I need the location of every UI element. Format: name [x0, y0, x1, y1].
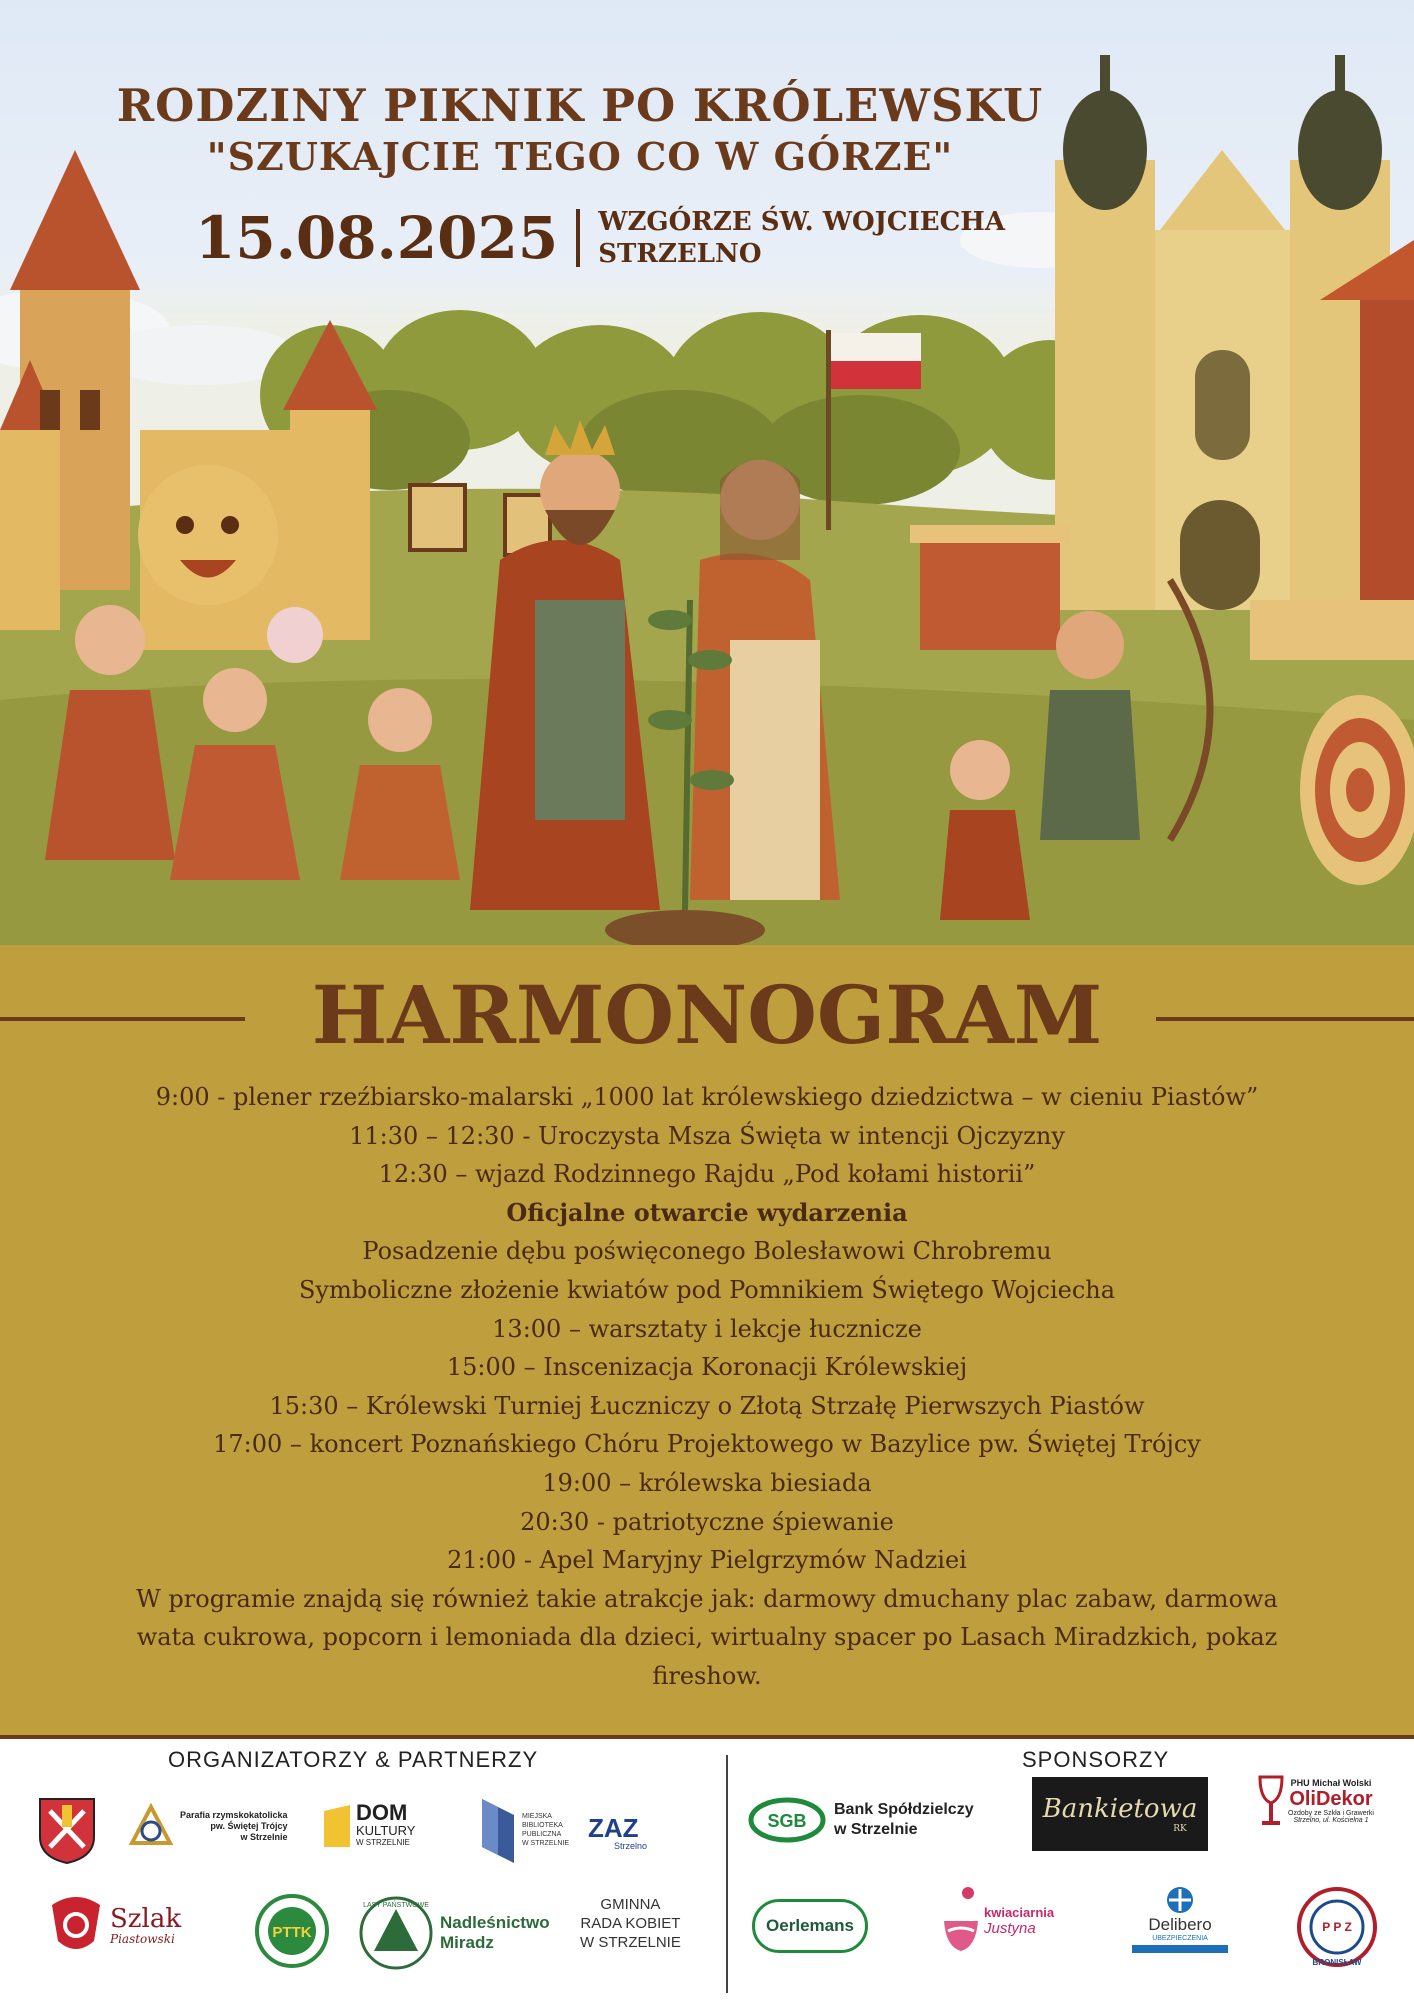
kwiaciarnia-line1: kwiaciarnia — [984, 1905, 1055, 1920]
parafia-line1: Parafia rzymskokatolicka — [180, 1809, 288, 1820]
event-title — [0, 78, 1160, 180]
zaz-logo — [588, 1815, 647, 1851]
coat-of-arms-icon — [38, 1797, 96, 1865]
program-line-highlight: Oficjalne otwarcie wydarzenia — [506, 1197, 908, 1227]
program-note: W programie znajdą się również takie atrakcje jak: darmowy dmuchany plac zabaw, darmowa wata cukrowa, popcorn i lemoniada dla dzieci, wirtualny spacer po Lasach Miradzkich, pokaz fireshow. — [136, 1584, 1278, 1690]
szlak-line1: Szlak — [110, 1904, 182, 1934]
program-line: Posadzenie dębu poświęconego Bolesławowi Chrobremu — [362, 1237, 1052, 1266]
pzp-subtext: BRONISŁAW — [1312, 1958, 1362, 1967]
pttk-emblem-icon — [254, 1893, 330, 1969]
rada-line2: RADA KOBIET — [580, 1915, 681, 1932]
zaz-text: ZAZ — [588, 1813, 639, 1843]
sgb-icon — [748, 1795, 826, 1845]
biblioteka-line4: W STRZELNIE — [522, 1840, 570, 1847]
parafia-line3: w Strzelnie — [240, 1831, 288, 1842]
book-icon — [478, 1793, 518, 1867]
kwiaciarnia-logo — [940, 1885, 1054, 1957]
sgb-bank-logo — [748, 1795, 974, 1845]
biblioteka-text — [522, 1812, 569, 1848]
rada-line1: GMINNA — [600, 1896, 661, 1913]
szlak-piastowski-logo — [48, 1895, 181, 1957]
nadlesnictwo-line1: Nadleśnictwo — [440, 1913, 550, 1932]
program-line: 11:30 – 12:30 - Uroczysta Msza Święta w intencji Ojczyzny — [349, 1121, 1065, 1150]
oerlemans-text: Oerlemans — [766, 1916, 854, 1935]
flower-cup-icon — [940, 1885, 982, 1957]
footer-divider — [726, 1755, 728, 1993]
title-line1: RODZINY PIKNIK PO KRÓLEWSKU — [116, 79, 1044, 132]
biblioteka-line2: BIBLIOTEKA — [522, 1822, 563, 1829]
sgb-text — [834, 1800, 974, 1840]
biblioteka-line3: PUBLICZNA — [522, 1831, 562, 1838]
sponsors-title: SPONSORZY — [1022, 1747, 1170, 1772]
nadlesnictwo-text — [440, 1913, 550, 1953]
bankietowa-sub: RK — [1173, 1824, 1187, 1834]
footer-partners — [0, 1735, 1414, 2000]
sgb-line1: Bank Spółdzielczy — [834, 1801, 974, 1818]
program-line: 15:00 – Inscenizacja Koronacji Królewskiej — [446, 1353, 968, 1382]
kwiaciarnia-text — [984, 1905, 1054, 1937]
location-line2: STRZELNO — [598, 239, 762, 269]
delibero-subtext: UBEZPIECZENIA — [1152, 1935, 1208, 1942]
lasy-emblem-icon — [356, 1895, 436, 1971]
program-line: 20:30 - patriotyczne śpiewanie — [520, 1507, 894, 1536]
pttk-text: PTTK — [272, 1924, 312, 1941]
sgb-line2: w Strzelnie — [834, 1821, 918, 1838]
footer-rule — [0, 1735, 1414, 1739]
biblioteka-logo — [478, 1793, 569, 1867]
delibero-bar — [1132, 1945, 1228, 1953]
olidekor-line1: PHU Michał Wolski — [1290, 1778, 1372, 1788]
parafia-logo — [128, 1803, 288, 1849]
program-line: 9:00 - plener rzeźbiarsko-malarski „1000 lat królewskiego dziedzictwa – w cieniu Piastów” — [155, 1083, 1259, 1111]
pzp-text: P P Z — [1322, 1920, 1352, 1934]
parafia-text — [180, 1810, 288, 1843]
strzelno-coat-of-arms-logo — [38, 1797, 96, 1865]
dom-kultury-logo — [322, 1801, 415, 1849]
olidekor-line4: Strzelno, ul. Kościelna 1 — [1293, 1817, 1369, 1824]
schedule-heading: HARMONOGRAM — [311, 968, 1103, 1062]
program-line: 19:00 – królewska biesiada — [542, 1468, 872, 1497]
biblioteka-line1: MIEJSKA — [522, 1813, 552, 1820]
olidekor-logo — [1256, 1773, 1374, 1829]
wine-glass-icon — [1256, 1773, 1286, 1829]
szlak-line2: Piastowski — [110, 1932, 175, 1946]
title-line2: "SZUKAJCIE TEGO CO W GÓRZE" — [206, 134, 954, 179]
dom-kultury-line3: W STRZELNIE — [356, 1838, 410, 1847]
program-list — [120, 1078, 1294, 1696]
dom-kultury-icon — [322, 1801, 352, 1849]
oerlemans-logo — [752, 1899, 868, 1953]
date-separator — [576, 209, 580, 267]
szlak-text — [110, 1906, 181, 1946]
organizers-title: ORGANIZATORZY & PARTNERZY — [168, 1747, 539, 1772]
pzp-emblem-icon — [1296, 1885, 1378, 1973]
program-line: 12:30 – wjazd Rodzinnego Rajdu „Pod kołami historii” — [378, 1160, 1036, 1189]
delibero-icon — [1165, 1885, 1195, 1915]
delibero-text: Delibero — [1148, 1915, 1212, 1934]
event-location — [598, 206, 1005, 270]
program-line: 15:30 – Królewski Turniej Łuczniczy o Złotą Strzałę Pierwszych Piastów — [269, 1391, 1145, 1420]
hero-illustration — [0, 0, 1414, 965]
kwiaciarnia-line2: Justyna — [984, 1920, 1036, 1937]
dom-kultury-line1: DOM — [356, 1800, 408, 1825]
nadlesnictwo-line2: Miradz — [440, 1933, 494, 1952]
olidekor-text — [1288, 1778, 1374, 1824]
schedule-heading-row — [0, 965, 1414, 1080]
olidekor-line2: OliDekor — [1289, 1788, 1373, 1810]
trinity-knot-icon — [128, 1803, 174, 1849]
schedule-section — [0, 965, 1414, 1735]
olidekor-line3: Ozdoby ze Szkła i Grawerki — [1288, 1810, 1374, 1817]
date-location-row — [195, 204, 1005, 272]
zaz-subtext: Strzelno — [614, 1841, 648, 1851]
program-line: Symboliczne złożenie kwiatów pod Pomnikiem Świętego Wojciecha — [298, 1275, 1116, 1304]
location-line1: WZGÓRZE ŚW. WOJCIECHA — [598, 207, 1006, 237]
parafia-line2: pw. Świętej Trójcy — [210, 1820, 288, 1831]
pzp-logo — [1296, 1885, 1378, 1973]
dom-kultury-text — [356, 1802, 415, 1848]
event-date: 15.08.2025 — [195, 204, 559, 272]
bankietowa-logo — [1032, 1777, 1208, 1851]
pttk-logo — [254, 1893, 330, 1969]
program-line: 13:00 – warsztaty i lekcje łucznicze — [492, 1314, 922, 1343]
szlak-emblem-icon — [48, 1895, 104, 1957]
rada-line3: W STRZELNIE — [580, 1934, 681, 1951]
sgb-logo-text: SGB — [767, 1811, 807, 1831]
bankietowa-text: Bankietowa — [1042, 1794, 1198, 1824]
lasy-label: LASY PAŃSTWOWE — [363, 1902, 429, 1909]
program-line: 17:00 – koncert Poznańskiego Chóru Projektowego w Bazylice pw. Świętej Trójcy — [213, 1430, 1201, 1459]
lasy-panstwowe-logo — [356, 1895, 550, 1971]
program-line: 21:00 - Apel Maryjny Pielgrzymów Nadziei — [447, 1546, 967, 1575]
dom-kultury-line2: KULTURY — [356, 1823, 416, 1838]
delibero-logo — [1132, 1885, 1228, 1953]
rada-kobiet-logo — [580, 1895, 681, 1952]
